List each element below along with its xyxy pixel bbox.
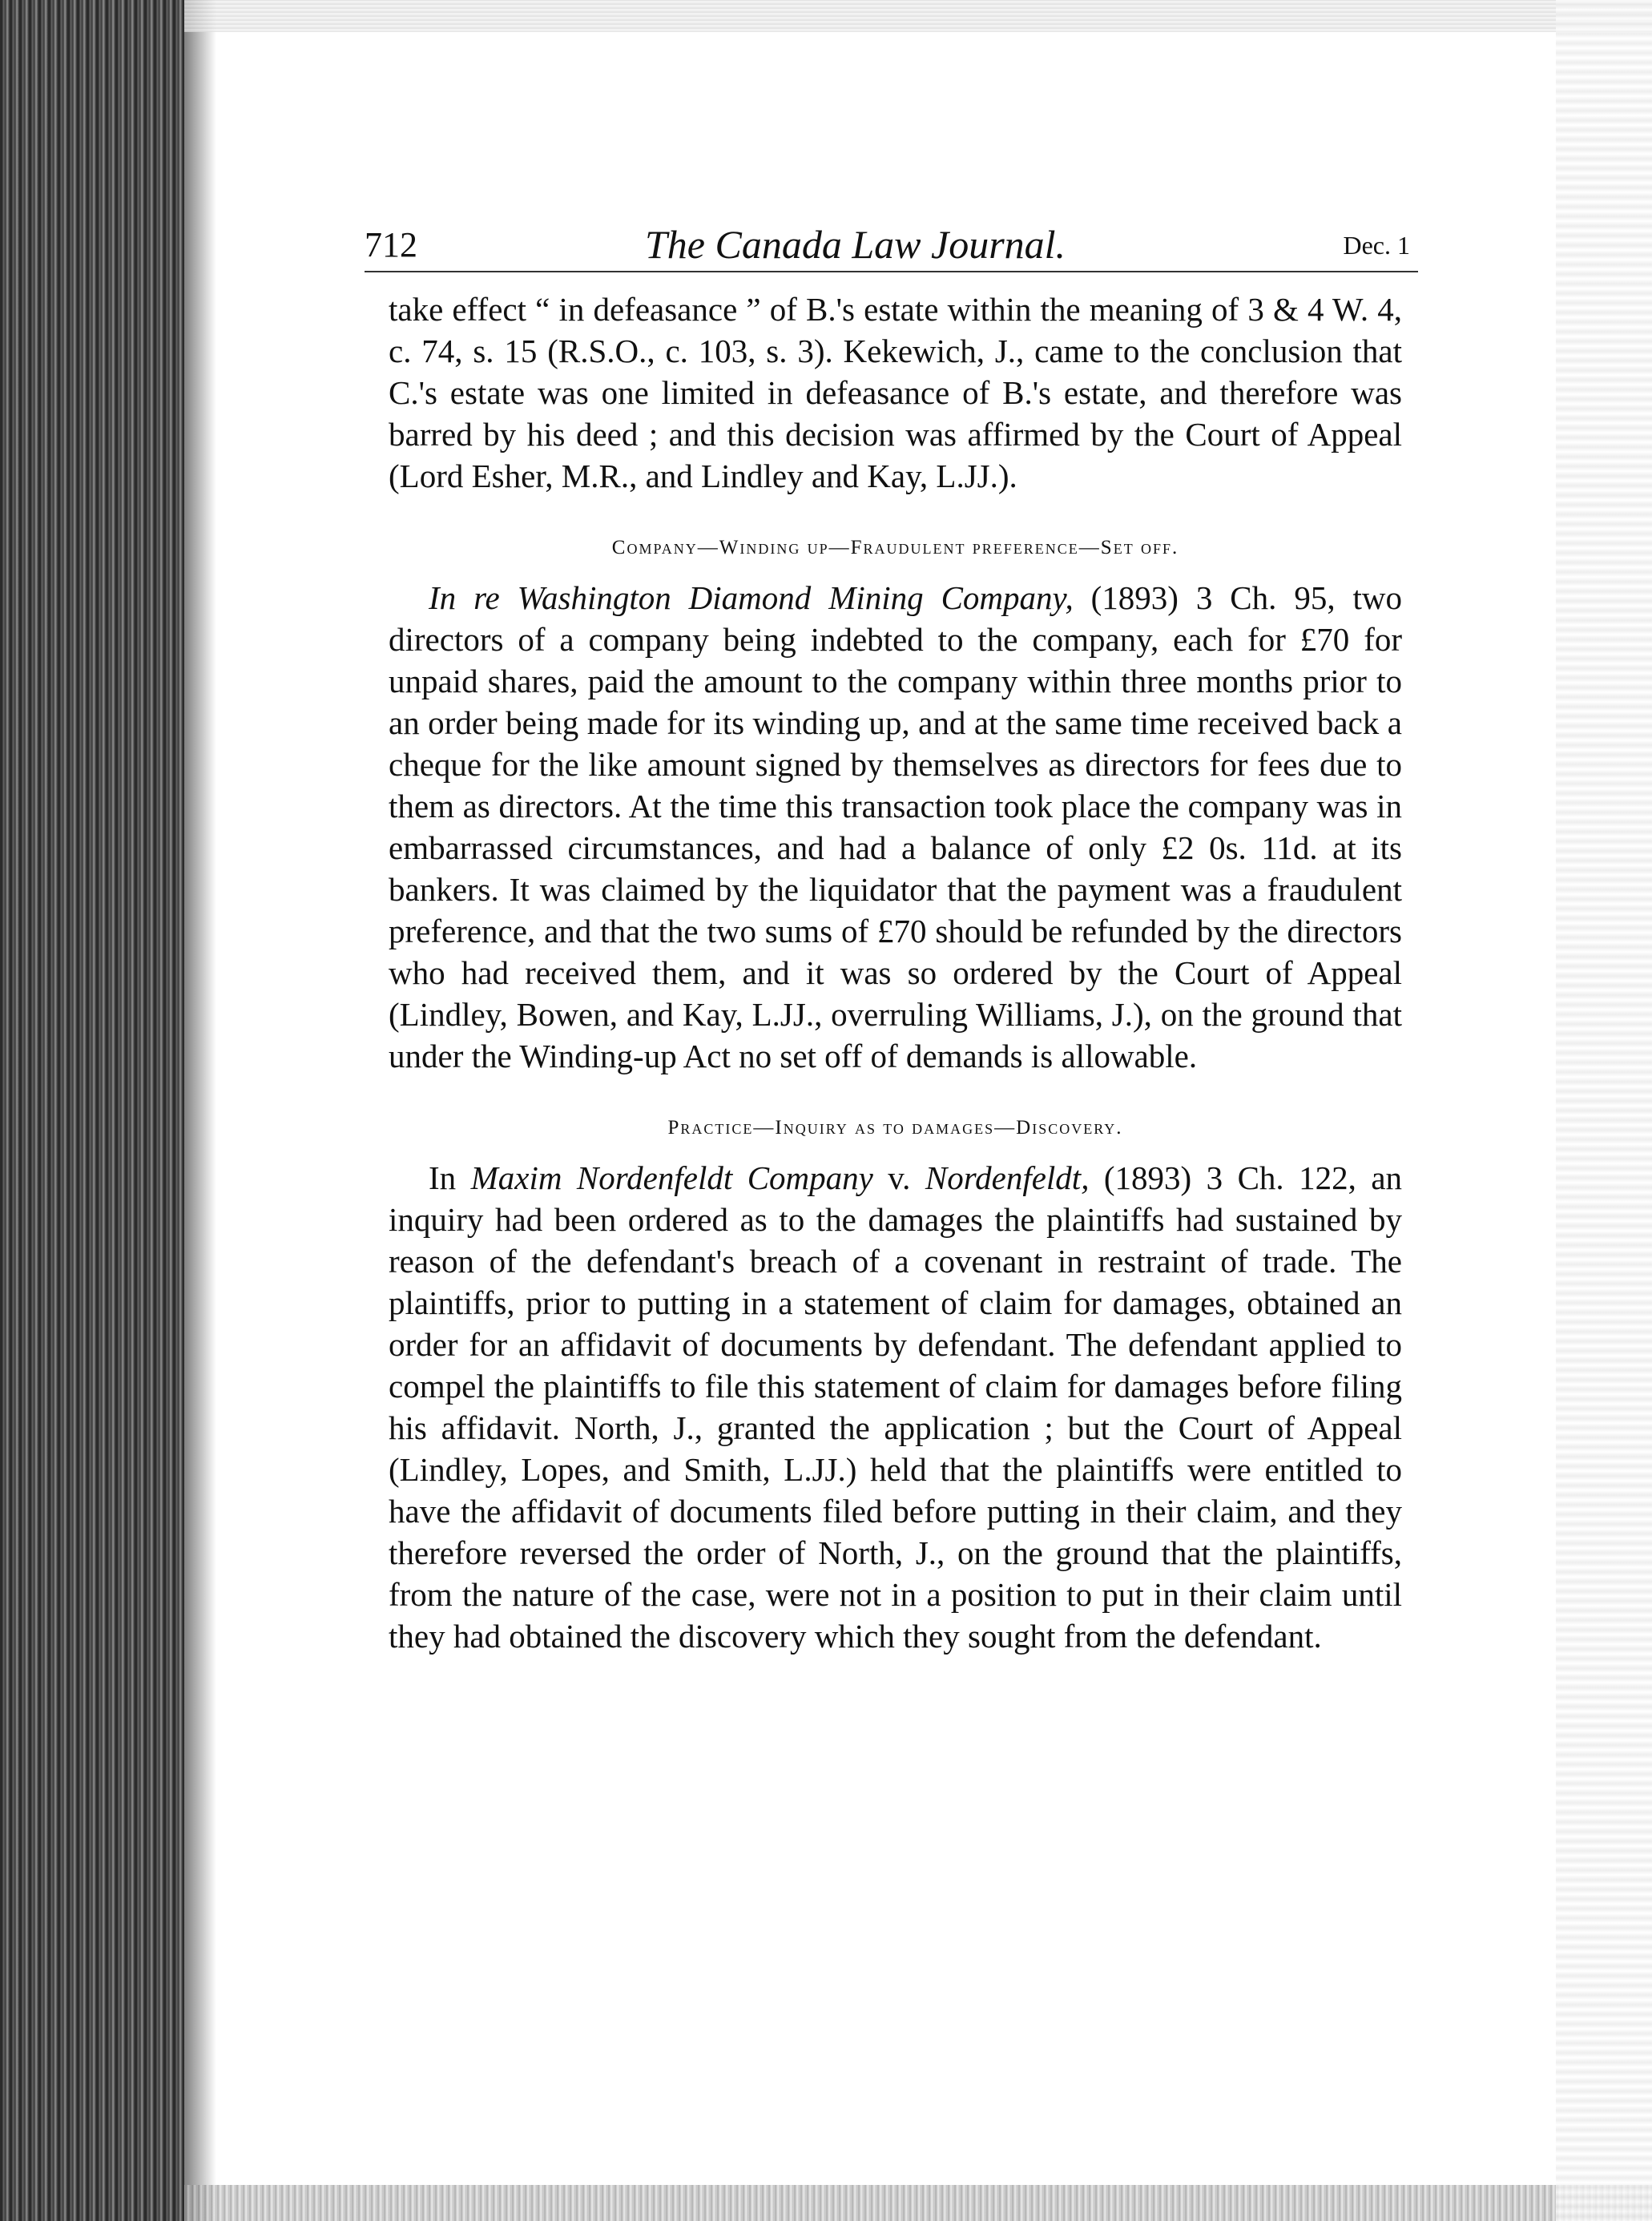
case-paragraph-washington [389, 577, 1402, 1077]
case-name-maxim: Maxim Nordenfeldt Company [470, 1159, 873, 1196]
running-head [365, 216, 1410, 280]
scan-top-edge [184, 0, 1652, 32]
header-rule [365, 271, 1418, 272]
case-versus: v. [872, 1159, 925, 1196]
scan-right-edge [1556, 0, 1652, 2221]
scan-bottom-edge [184, 2185, 1652, 2221]
page-body [365, 216, 1410, 1657]
case-body-washington: two directors of a company being indebted to the company, each for £70 for unpaid shares, paid the amount to the company within three months prior to an order being made for its winding up, and at the same time received back a cheque for the like amount signed by themselves as directors for fees due to them as directors. At the time this transaction took place the company was in embarrassed circumstances, and had a balance of only £2 0s. 11d. at its bankers. It was claimed by the liquidator that the payment was a fraudulent preference, and that the two sums of £70 should be refunded by the directors who had received them, and it was so ordered by the Court of Appeal (Lindley, Bowen, and Kay, L.JJ., overruling Williams, J.), on the ground that under the Winding-up Act no set off of demands is allowable. [389, 579, 1403, 1074]
intro-paragraph: take effect “ in defeasance ” of B.'s estate within the meaning of 3 & 4 W. 4, c. 74, s. 15 (R.S.O., c. 103, s. 3). Kekewich, J., came to the conclusion that C.'s estate was one limited in defeasance of B.'s estate, and therefore was barred by his deed ; and this decision was affirmed by the Court of Appeal (Lord Esher, M.R., and Lindley and Kay, L.JJ.). [389, 291, 1402, 494]
case-citation-maxim: (1893) 3 Ch. 122, [1089, 1159, 1356, 1196]
case-body-maxim: an inquiry had been ordered as to the damages the plaintiffs had sustained by reason of the defendant's breach of a covenant in restraint of trade. The plaintiffs, prior to putting in a statement of claim for damages, obtained an order for an affidavit of documents by defendant. The defendant applied to compel the plaintiffs to file this statement of claim for damages before filing his affidavit. North, J., granted the application ; but the Court of Appeal (Lindley, Lopes, and Smith, L.JJ.) held that the plaintiffs were entitled to have the affidavit of documents filed before putting in their claim, and they therefore reversed the order of North, J., on the ground that the plaintiffs, from the nature of the case, were not in a position to put in their claim until they had obtained the discovery which they sought from the defendant. [389, 1159, 1403, 1655]
section-heading-practice: Practice—Inquiry as to damages—Discovery. [667, 1117, 1123, 1139]
case-name-nordenfeldt: Nordenfeldt, [925, 1159, 1090, 1196]
case-paragraph-maxim [389, 1157, 1402, 1657]
page-number: 712 [365, 225, 417, 264]
case-citation-washington: (1893) 3 Ch. 95, [1073, 579, 1336, 616]
case-name-washington: In re Washington Diamond Mining Company, [429, 579, 1074, 616]
issue-date: Dec. 1 [1343, 231, 1410, 260]
journal-title: The Canada Law Journal. [645, 222, 1066, 267]
scan-binding-shadow [0, 0, 184, 2221]
case-lead-maxim: In [429, 1159, 471, 1196]
section-heading-company: Company—Winding up—Fraudulent preference—Set off. [611, 537, 1179, 558]
